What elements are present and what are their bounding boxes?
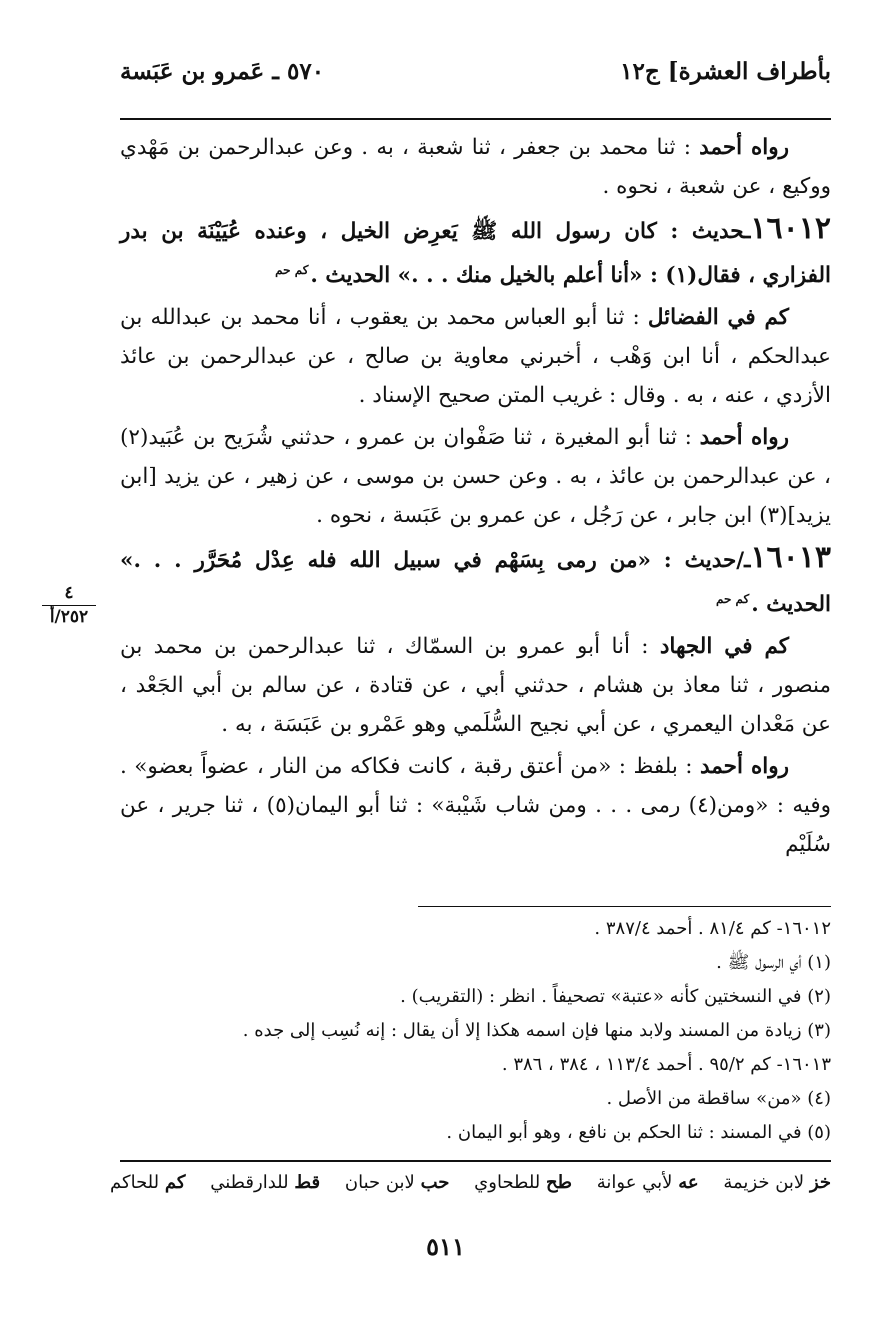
paragraph-text: : ثنا محمد بن جعفر ، ثنا شعبة ، به . وعن عبدالرحمن بن مَهْدي ووكيع ، عن شعبة ، نحوه . — [120, 135, 831, 199]
paragraph-text: : أنا أبو عمرو بن السمّاك ، ثنا عبدالرحمن بن محمد بن منصور ، ثنا معاذ بن هشام ، حدثني أبي ، عن قتادة ، عن سالم بن أبي الجَعْد ، عن مَعْدان اليعمري ، عن أبي نجيح السُّلَمي وهو عَمْرو بن عَبَسَة ، به . — [120, 634, 831, 738]
page-number: ٥١١ — [426, 1232, 465, 1261]
footnote: (٤) «من» ساقطة من الأصل . — [606, 1088, 831, 1109]
paragraph-text: : بلفظ : «من أعتق رقبة ، كانت فكاكه من النار ، عضواً بعضو» . وفيه : «ومن(٤) رمى . . . ومن شاب شَيْبة» : ثنا أبو اليمان(٥) ، ثنا جرير ، عن سُلَيْم — [120, 754, 831, 858]
source-sigla: كم حم — [715, 592, 750, 607]
paragraph-text: : ثنا أبو المغيرة ، ثنا صَفْوان بن عمرو ، حدثني شُرَيح بن عُبَيد(٢) ، عن عبدالرحمن بن عائذ ، به . وعن حسن بن موسى ، عن زهير ، عن يزيد [ابن يزيد](٣) ابن جابر ، عن رَجُل ، عن عمرو بن عَبَسة ، نحوه . — [120, 425, 831, 529]
paragraph-7 — [120, 747, 831, 864]
legend-name: لأبي عوانة — [596, 1172, 673, 1193]
paragraph-lead: كم في الفضائل — [647, 305, 789, 331]
paragraph-text: : ثنا أبو العباس محمد بن يعقوب ، أنا محمد بن عبدالله بن عبدالحكم ، أنا ابن وَهْب ، أخبرني معاوية بن صالح ، عن عبدالرحمن بن عائذ الأزدي ، عنه ، به . وقال : غريب المتن صحيح الإسناد . — [120, 305, 831, 409]
legend-item — [345, 1172, 450, 1193]
footnote: ١٦٠١٢- كم ٨١/٤ . أحمد ٣٨٧/٤ . — [594, 918, 831, 939]
legend-item — [597, 1172, 699, 1193]
paragraph-3 — [120, 298, 831, 415]
paragraph-lead: ـ/حديث — [684, 548, 751, 574]
legend-item — [110, 1172, 185, 1193]
hadith-16012 — [120, 209, 831, 295]
footnotes — [120, 912, 831, 1150]
legend-name: للطحاوي — [474, 1172, 541, 1193]
legend-code: حب — [420, 1172, 450, 1193]
footnote: (١) أي الرسول ﷺ . — [716, 952, 831, 973]
legend-name: للدارقطني — [210, 1172, 289, 1193]
paragraph-text: : كان رسول الله ﷺ يَعرِض الخيل ، وعنده عُيَيْنَة بن بدر الفزاري ، فقال(١) : «أنا أعلم بالخيل منك . . .» الحديث . — [120, 219, 831, 289]
legend-item — [210, 1172, 320, 1193]
legend-code: قط — [294, 1172, 321, 1193]
paragraph-lead: كم في الجهاد — [659, 634, 789, 660]
folio-note-bottom: ٢٥٢/أ — [49, 607, 89, 627]
paragraph-text: : «من رمى بِسَهْم في سبيل الله فله عِدْل مُحَرَّر . . .» الحديث . — [120, 548, 831, 618]
header-rule — [120, 118, 831, 120]
folio-note-top: ٤ — [42, 582, 96, 606]
legend-code: كم — [164, 1172, 186, 1193]
source-sigla: كم حم — [275, 263, 309, 277]
footnote: (٢) في النسختين كأنه «عتبة» تصحيفاً . انظر : (التقريب) . — [400, 986, 831, 1007]
legend-item — [474, 1172, 572, 1193]
footnote-rule — [418, 906, 831, 907]
legend-code: عه — [678, 1172, 699, 1193]
footnote: (٣) زيادة من المسند ولابد منها فإن اسمه هكذا إلا أن يقال : إنه نُسِب إلى جده . — [242, 1020, 831, 1041]
hadith-16013 — [120, 538, 831, 624]
paragraph-lead: رواه أحمد — [699, 135, 789, 160]
paragraph-1 — [120, 128, 831, 206]
legend-code: طح — [546, 1172, 572, 1193]
legend-name: للحاكم — [110, 1172, 160, 1193]
hadith-number: ١٦٠١٣ — [750, 540, 831, 576]
footnote: ١٦٠١٣- كم ٩٥/٢ . أحمد ١١٣/٤ ، ٣٨٤ ، ٣٨٦ . — [501, 1054, 831, 1075]
sigla-legend — [110, 1172, 831, 1193]
paragraph-lead: رواه أحمد — [699, 425, 789, 451]
running-header — [120, 58, 831, 94]
header-volume-title: بأطراف العشرة] ج١٢ — [620, 58, 831, 85]
hadith-number: ١٦٠١٢ — [750, 211, 831, 246]
paragraph-4 — [120, 418, 831, 535]
legend-name: لابن حبان — [344, 1172, 415, 1193]
paragraph-lead: ـحديث — [691, 219, 751, 244]
paragraph-lead: رواه أحمد — [699, 754, 789, 780]
header-chapter-title: ٥٧٠ ـ عَمرو بن عَبَسة — [120, 58, 325, 85]
footnote: (٥) في المسند : ثنا الحكم بن نافع ، وهو أبو اليمان . — [446, 1122, 831, 1143]
legend-rule — [120, 1160, 831, 1162]
manuscript-folio-note — [42, 582, 96, 628]
legend-code: خز — [809, 1172, 831, 1193]
legend-name: لابن خزيمة — [723, 1172, 805, 1193]
paragraph-6 — [120, 627, 831, 744]
legend-item — [723, 1172, 831, 1193]
main-text — [120, 128, 831, 867]
